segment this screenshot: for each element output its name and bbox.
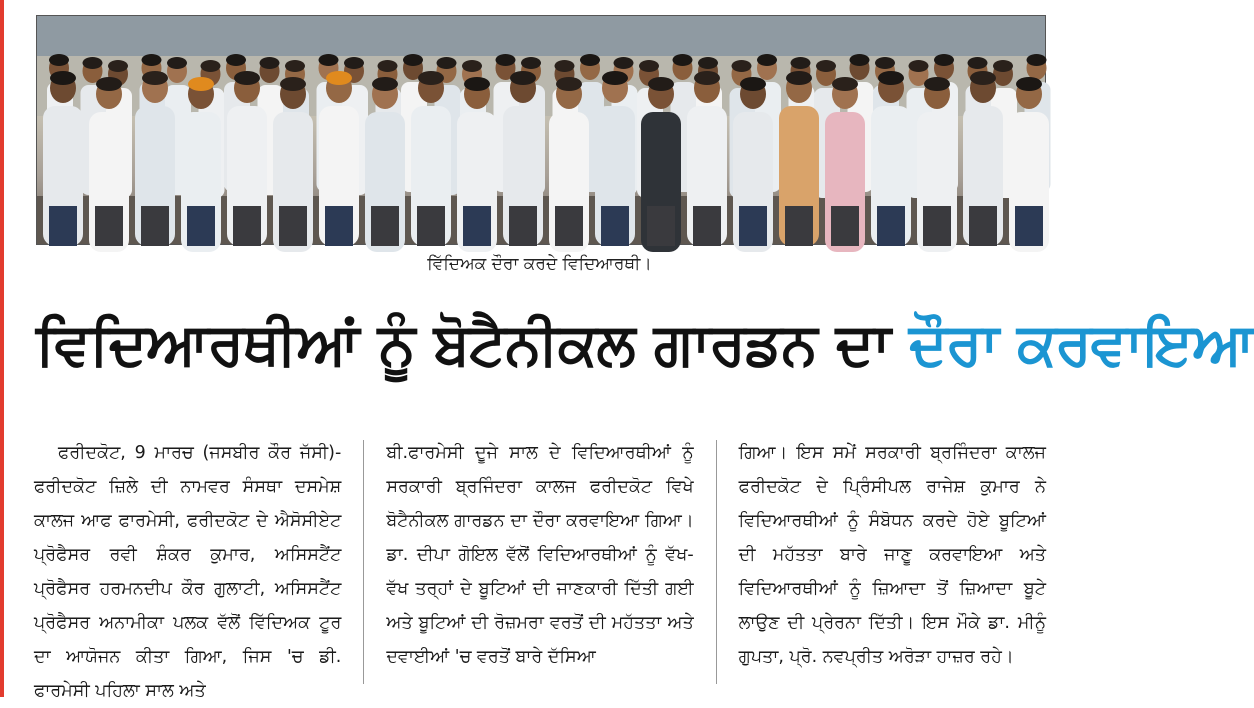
headline bbox=[36, 296, 1254, 392]
margin-rule bbox=[0, 0, 4, 697]
article-column-3 bbox=[739, 436, 1046, 688]
group-photo-illustration bbox=[37, 16, 1045, 244]
article-column-3-text: ਗਿਆ। ਇਸ ਸਮੇਂ ਸਰਕਾਰੀ ਬ੍ਰਜਿੰਦਰਾ ਕਾਲਜ ਫਰੀਦਕੋਟ ਦੇ ਪ੍ਰਿੰਸੀਪਲ ਰਾਜੇਸ਼ ਕੁਮਾਰ ਨੇ ਵਿਦਿਆਰਥੀਆਂ ਨੂੰ ਸੰਬੋਧਨ ਕਰਦੇ ਹੋਏ ਬੂਟਿਆਂ ਦੀ ਮਹੱਤਤਾ ਬਾਰੇ ਜਾਣੂ ਕਰਵਾਇਆ ਅਤੇ ਵਿਦਿਆਰਥੀਆਂ ਨੂੰ ਜ਼ਿਆਦਾ ਤੋਂ ਜ਼ਿਆਦਾ ਬੂਟੇ ਲਾਉਣ ਦੀ ਪ੍ਰੇਰਨਾ ਦਿੱਤੀ। ਇਸ ਮੌਕੇ ਡਾ. ਮੀਨੂੰ ਗੁਪਤਾ, ਪ੍ਰੋ. ਨਵਪ੍ਰੀਤ ਅਰੋੜਾ ਹਾਜ਼ਰ ਰਹੇ। bbox=[738, 443, 1046, 667]
headline-part-blue: ਦੌਰਾ ਕਰਵਾਇਆ bbox=[909, 310, 1254, 378]
photo-caption: ਵਿੱਦਿਅਕ ਦੌਰਾ ਕਰਦੇ ਵਿਦਿਆਰਥੀ। bbox=[427, 254, 652, 274]
column-divider bbox=[363, 440, 364, 684]
article-body bbox=[34, 436, 1046, 701]
headline-part-black: ਵਿਦਿਆਰਥੀਆਂ ਨੂੰ ਬੋਟੈਨੀਕਲ ਗਾਰਡਨ ਦਾ bbox=[36, 310, 890, 378]
article-column-2-text: ਬੀ.ਫਾਰਮੇਸੀ ਦੂਜੇ ਸਾਲ ਦੇ ਵਿਦਿਆਰਥੀਆਂ ਨੂੰ ਸਰਕਾਰੀ ਬ੍ਰਜਿੰਦਰਾ ਕਾਲਜ ਫਰੀਦਕੋਟ ਵਿਖੇ ਬੋਟੈਨੀਕਲ ਗਾਰਡਨ ਦਾ ਦੌਰਾ ਕਰਵਾਇਆ ਗਿਆ। ਡਾ. ਦੀਪਾ ਗੋਇਲ ਵੱਲੋਂ ਵਿਦਿਆਰਥੀਆਂ ਨੂੰ ਵੱਖ-ਵੱਖ ਤਰ੍ਹਾਂ ਦੇ ਬੂਟਿਆਂ ਦੀ ਜਾਣਕਾਰੀ ਦਿੱਤੀ ਗਈ ਅਤੇ ਬੂਟਿਆਂ ਦੀ ਰੋਜ਼ਮਰਾ ਵਰਤੋਂ ਦੀ ਮਹੱਤਤਾ ਅਤੇ ਦਵਾਈਆਂ 'ਚ ਵਰਤੋਂ ਬਾਰੇ ਦੱਸਿਆ bbox=[386, 443, 694, 667]
article-column-1 bbox=[34, 436, 342, 701]
column-divider bbox=[716, 440, 717, 684]
article-column-2 bbox=[386, 436, 693, 688]
article-column-1-text: ਫਰੀਦਕੋਟ, 9 ਮਾਰਚ (ਜਸਬੀਰ ਕੌਰ ਜੱਸੀ)-ਫਰੀਦਕੋਟ ਜ਼ਿਲੇ ਦੀ ਨਾਮਵਰ ਸੰਸਥਾ ਦਸਮੇਸ਼ ਕਾਲਜ ਆਫ ਫਾਰਮੇਸੀ, ਫਰੀਦਕੋਟ ਦੇ ਐਸੋਸੀਏਟ ਪ੍ਰੋਫੈਸਰ ਰਵੀ ਸ਼ੰਕਰ ਕੁਮਾਰ, ਅਸਿਸਟੈਂਟ ਪ੍ਰੋਫੈਸਰ ਹਰਮਨਦੀਪ ਕੌਰ ਗੁਲਾਟੀ, ਅਸਿਸਟੈਂਟ ਪ੍ਰੋਫੈਸਰ ਅਨਾਮੀਕਾ ਪਲਕ ਵੱਲੋਂ ਵਿੱਦਿਅਕ ਟੂਰ ਦਾ ਆਯੋਜਨ ਕੀਤਾ ਗਿਆ, ਜਿਸ 'ਚ ਡੀ. ਫਾਰਮੇਸੀ ਪਹਿਲਾ ਸਾਲ ਅਤੇ bbox=[34, 443, 342, 701]
group-photo bbox=[36, 15, 1046, 245]
